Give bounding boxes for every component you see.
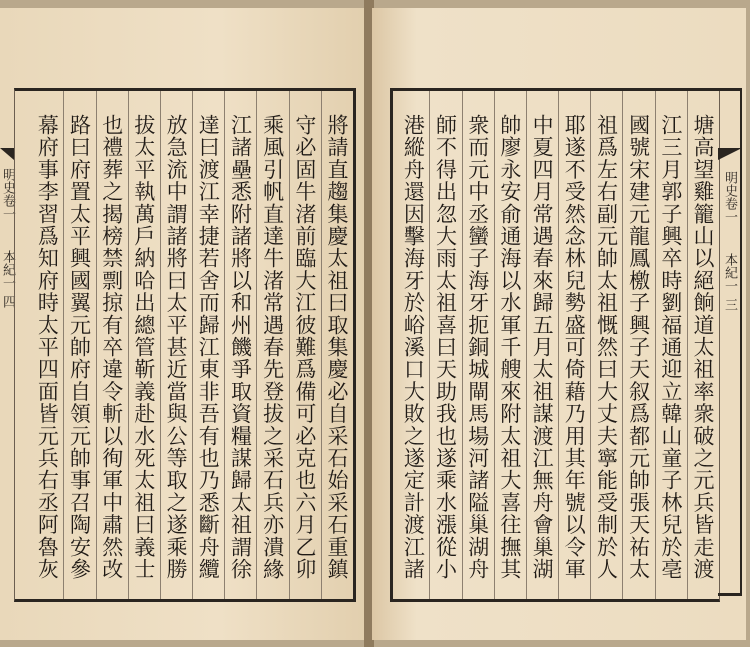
margin-section: 本紀一 (722, 253, 737, 292)
text-column: 乘風引帆直達牛渚常遇春先登拔之采石兵亦潰緣 (256, 91, 288, 599)
text-column: 守必固牛渚前臨大江彼難爲備可必克也六月乙卯 (289, 91, 321, 599)
text-column: 衆而元中丞蠻子海牙扼銅城閘馬場河諸隘巢湖舟 (462, 91, 494, 599)
page-number: 四 (0, 295, 15, 308)
text-column: 路曰府置太平興國翼元帥府自領元帥事召陶安參 (63, 91, 95, 599)
text-frame (14, 88, 356, 602)
text-column: 幕府事李習爲知府時太平四面皆元兵右丞阿魯灰 (35, 113, 60, 581)
text-frame (390, 88, 720, 602)
text-column: 帥廖永安俞通海以水軍千艘來附太祖大喜往撫其 (494, 91, 526, 599)
text-column: 將請直趨集慶太祖曰取集慶必自采石始采石重鎮 (321, 91, 353, 599)
right-page-margin (718, 88, 742, 596)
margin-section: 本紀一 (0, 250, 15, 289)
text-column: 中夏四月常遇春來歸五月太祖謀渡江無舟會巢湖 (526, 91, 558, 599)
text-column: 祖爲左右副元帥太祖慨然曰大丈夫寧能受制於人 (590, 91, 622, 599)
text-column: 江諸壘悉附諸將以和州饑爭取資糧謀歸太祖謂徐 (224, 91, 256, 599)
text-column: 師不得出忽大雨太祖喜曰天助我也遂乘水漲從小 (429, 91, 461, 599)
text-column: 江三月郭子興卒時劉福通迎立韓山童子林兒於亳 (655, 91, 687, 599)
margin-title: 明史卷一 (722, 171, 737, 223)
text-column: 塘高望雞籠山以絕餉道太祖率衆破之元兵皆走渡 (687, 91, 719, 599)
text-column: 港縱舟還因擊海牙於峪溪口大敗之遂定計渡江諸 (401, 113, 426, 581)
right-page (372, 8, 746, 640)
margin-title: 明史卷一 (0, 168, 15, 220)
page-number: 三 (722, 298, 737, 311)
left-page-margin (0, 88, 14, 596)
text-column: 達曰渡江幸捷若舍而歸江東非吾有也乃悉斷舟纜 (192, 91, 224, 599)
text-column: 耶遂不受然念林兒勢盛可倚藉乃用其年號以令軍 (558, 91, 590, 599)
text-column: 拔太平執萬戶納哈出總管靳義赴水死太祖曰義士 (128, 91, 160, 599)
text-column: 也禮葬之揭榜禁剽掠有卒違令斬以徇軍中肅然改 (96, 91, 128, 599)
text-column: 放急流中謂諸將曰太平甚近當與公等取之遂乘勝 (160, 91, 192, 599)
text-column: 國號宋建元龍鳳檄子興子天叙爲都元帥張天祐太 (622, 91, 654, 599)
left-page (0, 8, 366, 640)
